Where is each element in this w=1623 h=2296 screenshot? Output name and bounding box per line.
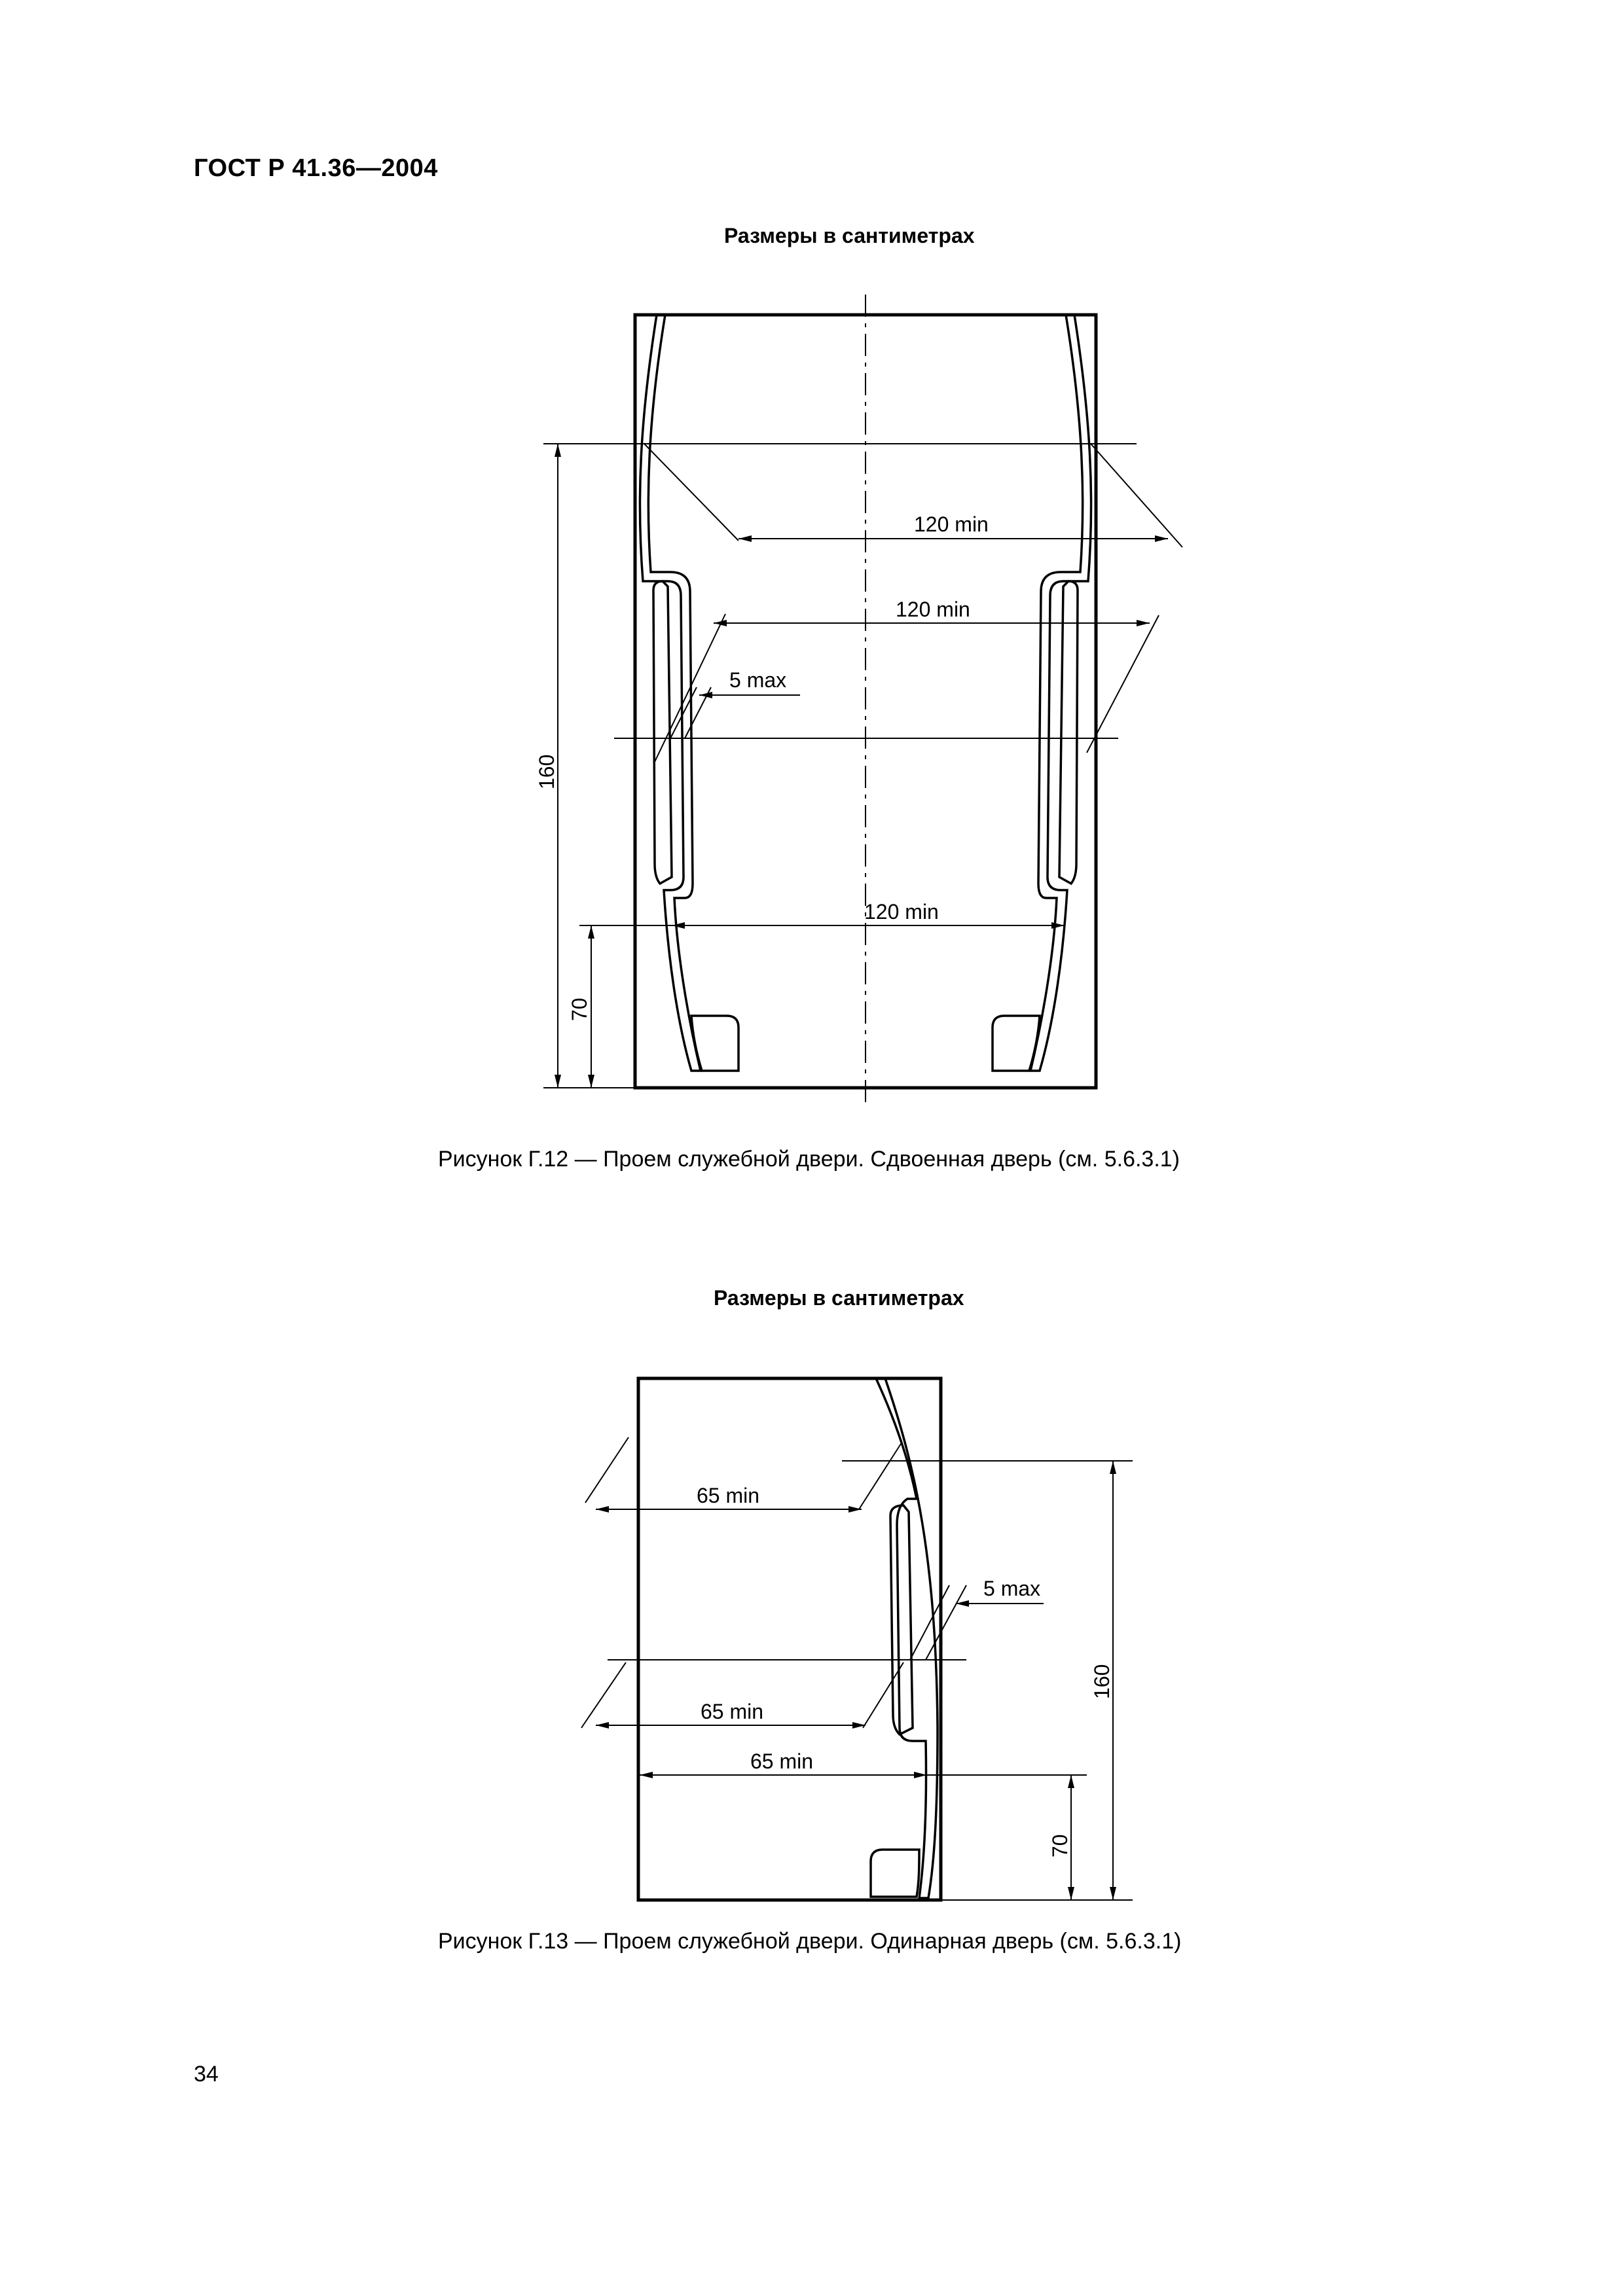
figure13-leader-top-left — [585, 1437, 629, 1503]
figure12-caption: Рисунок Г.12 — Проем служебной двери. Сдвоенная дверь (см. 5.6.3.1) — [438, 1147, 1180, 1172]
figure12-leader-top-right — [1091, 444, 1182, 547]
figure12-dim-gap: 5 max — [729, 668, 787, 692]
figure13-leader-mid-right — [863, 1662, 903, 1728]
standard-header: ГОСТ Р 41.36—2004 — [194, 154, 438, 182]
figure13-frame — [638, 1378, 941, 1900]
figure13-leader-top-right — [859, 1444, 901, 1509]
figure12-dim-height-low: 70 — [568, 997, 591, 1021]
figure12-right-handle — [1059, 581, 1078, 884]
figure12-left-step — [691, 1016, 739, 1071]
figure12-dim-low-width: 120 min — [864, 900, 939, 924]
figure12-dim-mid-width: 120 min — [896, 598, 970, 621]
figure12-units-note: Размеры в сантиметрах — [724, 224, 975, 247]
figure13-dim-height-low: 70 — [1048, 1834, 1072, 1857]
page-number: 34 — [194, 2062, 219, 2087]
figure12-leader-gap-a — [670, 687, 697, 738]
figure13-pillar — [876, 1378, 938, 1898]
figure13-leader-gap-a — [910, 1585, 949, 1660]
figure13-leader-mid-left — [581, 1662, 626, 1728]
figure13-step — [871, 1850, 919, 1897]
figure12-leader-top-left — [644, 444, 739, 541]
figure12-dim-height-total: 160 — [535, 754, 558, 789]
figure12-dim-top-width: 120 min — [914, 512, 989, 536]
figure13-dim-low-width: 65 min — [750, 1749, 814, 1773]
figure13-dim-gap: 5 max — [983, 1577, 1041, 1600]
figure13-handle — [890, 1505, 913, 1734]
figure13-dim-height-total: 160 — [1090, 1664, 1114, 1699]
figure13-units-note: Размеры в сантиметрах — [714, 1286, 964, 1310]
figure13-caption: Рисунок Г.13 — Проем служебной двери. Одинарная дверь (см. 5.6.3.1) — [438, 1929, 1182, 1954]
figure12-right-step — [993, 1016, 1040, 1071]
figure13-dim-top-width: 65 min — [697, 1484, 760, 1507]
figure13-dim-mid-width: 65 min — [701, 1700, 764, 1723]
